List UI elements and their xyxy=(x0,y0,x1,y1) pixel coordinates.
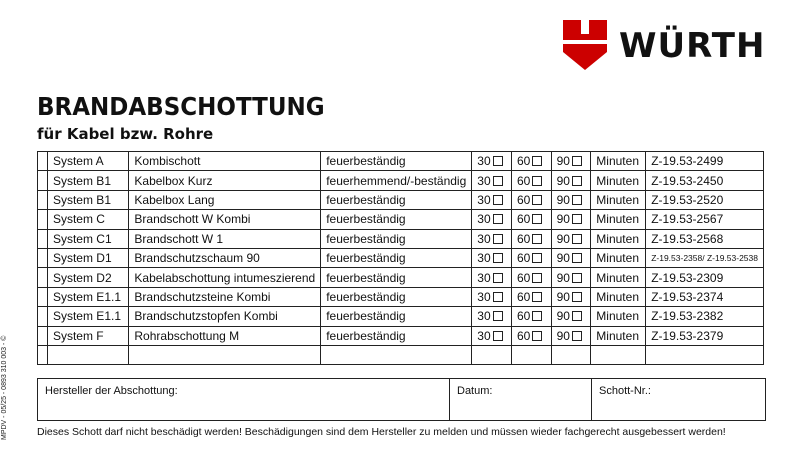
checkbox-icon[interactable] xyxy=(532,253,542,263)
time-value: 60 xyxy=(516,212,531,227)
checkbox-icon[interactable] xyxy=(493,273,503,283)
row-index-cell xyxy=(38,152,48,171)
approval-code-cell: Z-19.53-2309 xyxy=(646,268,764,287)
checkbox-icon[interactable] xyxy=(572,273,582,283)
time-cell xyxy=(472,229,512,248)
date-label: Datum: xyxy=(457,385,493,397)
checkbox-icon[interactable] xyxy=(493,253,503,263)
unit-cell: Minuten xyxy=(591,210,646,229)
checkbox-icon[interactable] xyxy=(493,176,503,186)
table-row xyxy=(38,287,764,306)
time-value: 60 xyxy=(516,154,531,169)
table-row xyxy=(38,326,764,345)
time-value: 60 xyxy=(516,270,531,285)
brand-name: WÜRTH xyxy=(619,26,766,66)
unit-cell: Minuten xyxy=(591,229,646,248)
row-index-cell xyxy=(38,287,48,306)
systems-table xyxy=(37,151,764,365)
time-cell xyxy=(511,190,551,209)
approval-code-cell: Z-19.53-2450 xyxy=(646,171,764,190)
empty-cell xyxy=(646,345,764,364)
checkbox-icon[interactable] xyxy=(572,195,582,205)
row-index-cell xyxy=(38,268,48,287)
table-row-empty xyxy=(38,345,764,364)
rating-cell: feuerbeständig xyxy=(321,229,472,248)
time-value: 30 xyxy=(477,212,491,227)
schott-number-label: Schott-Nr.: xyxy=(599,385,651,397)
time-cell xyxy=(472,248,512,267)
system-cell: System C xyxy=(47,210,128,229)
row-index-cell xyxy=(38,307,48,326)
unit-cell: Minuten xyxy=(591,287,646,306)
rating-cell: feuerbeständig xyxy=(321,287,472,306)
unit-cell: Minuten xyxy=(591,171,646,190)
time-value: 60 xyxy=(516,192,531,207)
approval-code-cell: Z-19.53-2568 xyxy=(646,229,764,248)
footer-note: Dieses Schott darf nicht beschädigt werden! Beschädigungen sind dem Hersteller zu melden und müssen wieder fachgerecht ausgebessert werden! xyxy=(37,426,726,438)
time-cell xyxy=(551,307,591,326)
checkbox-icon[interactable] xyxy=(572,292,582,302)
product-cell: Kabelbox Lang xyxy=(129,190,321,209)
table-row xyxy=(38,229,764,248)
table-row xyxy=(38,152,764,171)
checkbox-icon[interactable] xyxy=(493,156,503,166)
system-cell: System D2 xyxy=(47,268,128,287)
table-row xyxy=(38,171,764,190)
checkbox-icon[interactable] xyxy=(572,311,582,321)
rating-cell: feuerbeständig xyxy=(321,268,472,287)
schott-number-field[interactable] xyxy=(592,379,765,420)
date-field[interactable] xyxy=(450,379,592,420)
table-row xyxy=(38,248,764,267)
checkbox-icon[interactable] xyxy=(493,311,503,321)
rating-cell: feuerbeständig xyxy=(321,210,472,229)
time-cell xyxy=(472,152,512,171)
time-cell xyxy=(511,326,551,345)
system-cell: System C1 xyxy=(47,229,128,248)
table-row xyxy=(38,307,764,326)
product-cell: Kabelbox Kurz xyxy=(129,171,321,190)
time-value: 90 xyxy=(556,154,570,169)
checkbox-icon[interactable] xyxy=(572,214,582,224)
rating-cell: feuerbeständig xyxy=(321,248,472,267)
time-value: 60 xyxy=(516,289,531,304)
checkbox-icon[interactable] xyxy=(532,234,542,244)
time-value: 30 xyxy=(477,192,491,207)
time-cell xyxy=(511,307,551,326)
product-cell: Brandschutzsteine Kombi xyxy=(129,287,321,306)
product-cell: Kombischott xyxy=(129,152,321,171)
checkbox-icon[interactable] xyxy=(572,176,582,186)
time-cell xyxy=(472,171,512,190)
time-value: 90 xyxy=(556,192,570,207)
system-cell: System B1 xyxy=(47,171,128,190)
checkbox-icon[interactable] xyxy=(532,331,542,341)
rating-cell: feuerbeständig xyxy=(321,152,472,171)
time-value: 30 xyxy=(477,309,491,324)
rating-cell: feuerhemmend/-beständig xyxy=(321,171,472,190)
time-cell xyxy=(472,268,512,287)
checkbox-icon[interactable] xyxy=(572,253,582,263)
time-value: 30 xyxy=(477,231,491,246)
checkbox-icon[interactable] xyxy=(572,234,582,244)
time-value: 30 xyxy=(477,251,491,266)
time-value: 90 xyxy=(556,328,570,343)
time-cell xyxy=(511,171,551,190)
system-cell: System A xyxy=(47,152,128,171)
empty-cell xyxy=(129,345,321,364)
wuerth-logo xyxy=(563,20,783,72)
checkbox-icon[interactable] xyxy=(532,292,542,302)
rating-cell: feuerbeständig xyxy=(321,307,472,326)
unit-cell: Minuten xyxy=(591,190,646,209)
time-cell xyxy=(472,190,512,209)
empty-cell xyxy=(472,345,512,364)
time-value: 30 xyxy=(477,270,491,285)
time-value: 30 xyxy=(477,289,491,304)
row-index-cell xyxy=(38,229,48,248)
rating-cell: feuerbeständig xyxy=(321,190,472,209)
time-value: 30 xyxy=(477,154,491,169)
time-cell xyxy=(511,268,551,287)
time-cell xyxy=(551,229,591,248)
checkbox-icon[interactable] xyxy=(493,292,503,302)
time-cell xyxy=(511,152,551,171)
empty-cell xyxy=(38,345,48,364)
approval-code-cell: Z-19.53-2374 xyxy=(646,287,764,306)
time-value: 90 xyxy=(556,173,570,188)
time-value: 60 xyxy=(516,309,531,324)
table-row xyxy=(38,190,764,209)
product-cell: Rohrabschottung M xyxy=(129,326,321,345)
row-index-cell xyxy=(38,248,48,267)
empty-cell xyxy=(591,345,646,364)
time-cell xyxy=(551,171,591,190)
time-cell xyxy=(472,210,512,229)
unit-cell: Minuten xyxy=(591,326,646,345)
time-value: 90 xyxy=(556,270,570,285)
time-cell xyxy=(551,190,591,209)
empty-cell xyxy=(321,345,472,364)
time-value: 60 xyxy=(516,231,531,246)
time-value: 60 xyxy=(516,173,531,188)
side-code: MPDV - 05/25 - 0893 310 003 - © xyxy=(1,335,8,440)
checkbox-icon[interactable] xyxy=(532,273,542,283)
time-cell xyxy=(551,248,591,267)
time-cell xyxy=(551,152,591,171)
row-index-cell xyxy=(38,171,48,190)
system-cell: System E1.1 xyxy=(47,287,128,306)
wuerth-logo-mark-icon xyxy=(563,20,607,70)
empty-cell xyxy=(551,345,591,364)
unit-cell: Minuten xyxy=(591,307,646,326)
time-value: 60 xyxy=(516,328,531,343)
time-value: 60 xyxy=(516,251,531,266)
system-cell: System E1.1 xyxy=(47,307,128,326)
info-box xyxy=(37,378,766,421)
system-cell: System B1 xyxy=(47,190,128,209)
time-cell xyxy=(472,307,512,326)
approval-code-cell: Z-19.53-2567 xyxy=(646,210,764,229)
table-row xyxy=(38,268,764,287)
product-cell: Brandschott W Kombi xyxy=(129,210,321,229)
checkbox-icon[interactable] xyxy=(532,156,542,166)
empty-cell xyxy=(511,345,551,364)
time-value: 90 xyxy=(556,289,570,304)
time-cell xyxy=(551,268,591,287)
time-cell xyxy=(551,326,591,345)
product-cell: Brandschutzstopfen Kombi xyxy=(129,307,321,326)
time-cell xyxy=(551,287,591,306)
checkbox-icon[interactable] xyxy=(493,195,503,205)
time-cell xyxy=(511,248,551,267)
unit-cell: Minuten xyxy=(591,152,646,171)
system-cell: System D1 xyxy=(47,248,128,267)
checkbox-icon[interactable] xyxy=(572,156,582,166)
time-value: 30 xyxy=(477,328,491,343)
product-cell: Kabelabschottung intumeszierend xyxy=(129,268,321,287)
approval-code-cell: Z-19.53-2499 xyxy=(646,152,764,171)
time-cell xyxy=(511,287,551,306)
checkbox-icon[interactable] xyxy=(532,311,542,321)
time-value: 90 xyxy=(556,309,570,324)
row-index-cell xyxy=(38,326,48,345)
time-cell xyxy=(551,210,591,229)
time-value: 90 xyxy=(556,251,570,266)
row-index-cell xyxy=(38,190,48,209)
time-cell xyxy=(472,326,512,345)
checkbox-icon[interactable] xyxy=(532,195,542,205)
unit-cell: Minuten xyxy=(591,248,646,267)
time-cell xyxy=(511,229,551,248)
row-index-cell xyxy=(38,210,48,229)
approval-code-cell: Z-19.53-2520 xyxy=(646,190,764,209)
manufacturer-field[interactable] xyxy=(38,379,450,420)
checkbox-icon[interactable] xyxy=(493,331,503,341)
page-subtitle: für Kabel bzw. Rohre xyxy=(37,125,214,143)
approval-code-cell: Z-19.53-2379 xyxy=(646,326,764,345)
checkbox-icon[interactable] xyxy=(572,331,582,341)
time-cell xyxy=(472,287,512,306)
unit-cell: Minuten xyxy=(591,268,646,287)
product-cell: Brandschutzschaum 90 xyxy=(129,248,321,267)
page-title: BRANDABSCHOTTUNG xyxy=(37,92,325,121)
manufacturer-label: Hersteller der Abschottung: xyxy=(45,385,178,397)
rating-cell: feuerbeständig xyxy=(321,326,472,345)
time-cell xyxy=(511,210,551,229)
checkbox-icon[interactable] xyxy=(532,214,542,224)
checkbox-icon[interactable] xyxy=(532,176,542,186)
time-value: 90 xyxy=(556,231,570,246)
system-cell: System F xyxy=(47,326,128,345)
approval-code-cell: Z-19.53-2382 xyxy=(646,307,764,326)
approval-code-cell: Z-19.53-2358/ Z-19.53-2538 xyxy=(646,248,764,267)
checkbox-icon[interactable] xyxy=(493,234,503,244)
time-value: 30 xyxy=(477,173,491,188)
checkbox-icon[interactable] xyxy=(493,214,503,224)
product-cell: Brandschott W 1 xyxy=(129,229,321,248)
empty-cell xyxy=(47,345,128,364)
table-row xyxy=(38,210,764,229)
time-value: 90 xyxy=(556,212,570,227)
